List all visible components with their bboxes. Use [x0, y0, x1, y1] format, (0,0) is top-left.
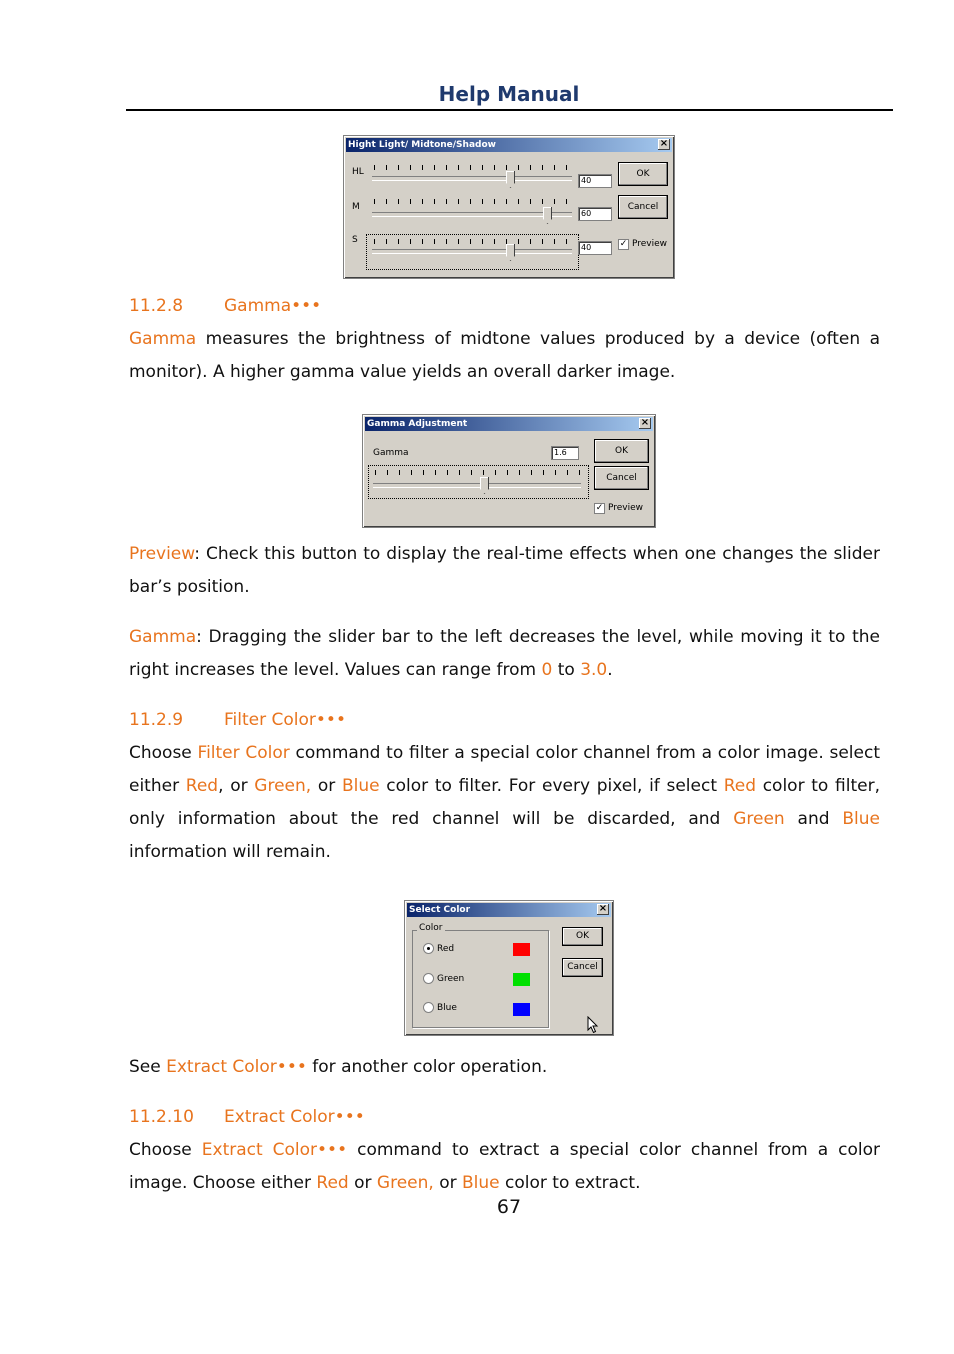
cancel-button[interactable]: Cancel [562, 958, 603, 977]
paragraph-text: : Check this button to display the real-time effects when one changes the slider bar’s position. [129, 544, 880, 597]
s-label: S [352, 235, 358, 245]
close-icon[interactable]: × [640, 417, 650, 428]
color-group-title: Color [419, 923, 443, 933]
section-number: 11.2.10 [129, 1107, 194, 1127]
term-extract-color: Extract Color••• [201, 1140, 348, 1160]
header-rule [126, 109, 893, 111]
gamma-description [129, 323, 880, 389]
m-ticks [374, 199, 574, 204]
range-max: 3.0 [580, 660, 608, 680]
paragraph-text: information will remain. [129, 842, 331, 862]
gamma-label: Gamma [373, 448, 409, 458]
paragraph-text: : Dragging the slider bar to the left decreases the level, while moving it to the right increases the level. Values can range from [129, 627, 880, 680]
dialog-title: Gamma Adjustment [367, 419, 468, 429]
m-value-input[interactable]: 60 [578, 207, 612, 221]
paragraph-text: See [129, 1057, 167, 1077]
term-preview: Preview [129, 544, 195, 564]
ok-button[interactable]: OK [618, 162, 668, 186]
filter-color-description [129, 737, 880, 869]
cancel-button[interactable]: Cancel [618, 195, 668, 219]
paragraph-text: to [552, 660, 581, 680]
s-slider-track[interactable] [372, 249, 572, 254]
m-label: M [352, 202, 360, 212]
section-title: Filter Color••• [224, 710, 346, 730]
section-number: 11.2.8 [129, 296, 184, 316]
page-number: 67 [496, 1196, 522, 1218]
s-ticks [374, 239, 574, 244]
section-number: 11.2.9 [129, 710, 184, 730]
term-red: Red [723, 776, 756, 796]
term-gamma: Gamma [129, 627, 197, 647]
gamma-value-input[interactable]: 1.6 [551, 446, 579, 460]
term-green: Green, [254, 776, 312, 796]
range-min: 0 [541, 660, 553, 680]
term-blue: Blue [842, 809, 880, 829]
hl-slider-thumb[interactable] [506, 171, 515, 188]
hl-slider-track[interactable] [372, 176, 572, 181]
close-icon[interactable]: × [659, 138, 669, 149]
dialog-title: Hight Light/ Midtone/Shadow [348, 140, 496, 150]
highlight-midtone-shadow-dialog [343, 135, 675, 279]
blue-swatch [513, 1003, 530, 1016]
preview-label: Preview [608, 503, 644, 513]
section-title: Extract Color••• [224, 1107, 365, 1127]
paragraph-text: and [784, 809, 843, 829]
blue-radio[interactable] [423, 1002, 434, 1013]
ok-button[interactable]: OK [562, 927, 603, 946]
term-blue: Blue [341, 776, 380, 796]
paragraph-text: , or [218, 776, 255, 796]
red-radio[interactable] [423, 943, 434, 954]
preview-checkbox[interactable]: ✓ [619, 239, 628, 249]
m-slider-track[interactable] [372, 212, 572, 217]
preview-label: Preview [632, 239, 668, 249]
paragraph-text: measures the brightness of midtone values produced by a device (often a monitor). A higher gamma value yields an overall darker image. [129, 329, 880, 382]
dialog-title: Select Color [409, 905, 471, 915]
paragraph-text: color to extract. [499, 1173, 641, 1193]
section-heading-11-2-10 [129, 1107, 365, 1127]
section-heading-11-2-9 [129, 710, 346, 730]
paragraph-text: color to filter. For every pixel, if select [379, 776, 724, 796]
dialog-title-bar [346, 138, 672, 152]
extract-color-link[interactable]: Extract Color••• [166, 1057, 307, 1077]
gamma-slider-track[interactable] [373, 483, 581, 488]
m-slider-thumb[interactable] [543, 207, 552, 224]
section-title: Gamma••• [224, 296, 322, 316]
term-blue: Blue [462, 1173, 500, 1193]
mouse-cursor-icon [587, 1016, 599, 1034]
preview-checkbox[interactable]: ✓ [595, 503, 604, 513]
green-label: Green [437, 974, 465, 984]
gamma-range-description [129, 621, 880, 687]
page-header-title: Help Manual [438, 82, 580, 106]
paragraph-text: . [607, 660, 613, 680]
gamma-adjustment-dialog [362, 414, 656, 528]
term-red: Red [185, 776, 219, 796]
gamma-ticks [375, 470, 583, 475]
select-color-dialog [404, 900, 614, 1036]
hl-label: HL [352, 167, 364, 177]
preview-description [129, 538, 880, 604]
paragraph-text: or [433, 1173, 463, 1193]
section-heading-11-2-8 [129, 296, 321, 316]
term-gamma: Gamma [129, 329, 197, 349]
green-swatch [513, 973, 530, 986]
term-green: Green [733, 809, 785, 829]
paragraph-text: color to filter, only information about the red channel will be discarded, and [129, 776, 880, 829]
close-icon[interactable]: × [598, 903, 608, 914]
paragraph-text: Choose [129, 743, 198, 763]
red-label: Red [437, 944, 455, 954]
paragraph-text: or [311, 776, 342, 796]
dialog-title-bar [365, 417, 653, 431]
blue-label: Blue [437, 1003, 457, 1013]
hl-value-input[interactable]: 40 [578, 174, 612, 188]
paragraph-text: command to filter a special color channel from a color image. select either [129, 743, 881, 796]
term-green: Green, [376, 1173, 434, 1193]
paragraph-text: command to extract a special color channel from a color image. Choose either [129, 1140, 881, 1193]
hl-ticks [374, 165, 574, 170]
paragraph-text: or [348, 1173, 377, 1193]
ok-button[interactable]: OK [594, 439, 649, 463]
green-radio[interactable] [423, 973, 434, 984]
paragraph-text: Choose [129, 1140, 202, 1160]
cancel-button[interactable]: Cancel [594, 466, 649, 490]
term-red: Red [316, 1173, 349, 1193]
extract-color-description [129, 1134, 880, 1200]
term-filter-color: Filter Color [197, 743, 290, 763]
red-swatch [513, 943, 530, 956]
s-value-input[interactable]: 40 [578, 241, 612, 255]
paragraph-text: for another color operation. [306, 1057, 548, 1077]
dialog-title-bar [407, 903, 611, 917]
see-extract-color [129, 1051, 880, 1084]
